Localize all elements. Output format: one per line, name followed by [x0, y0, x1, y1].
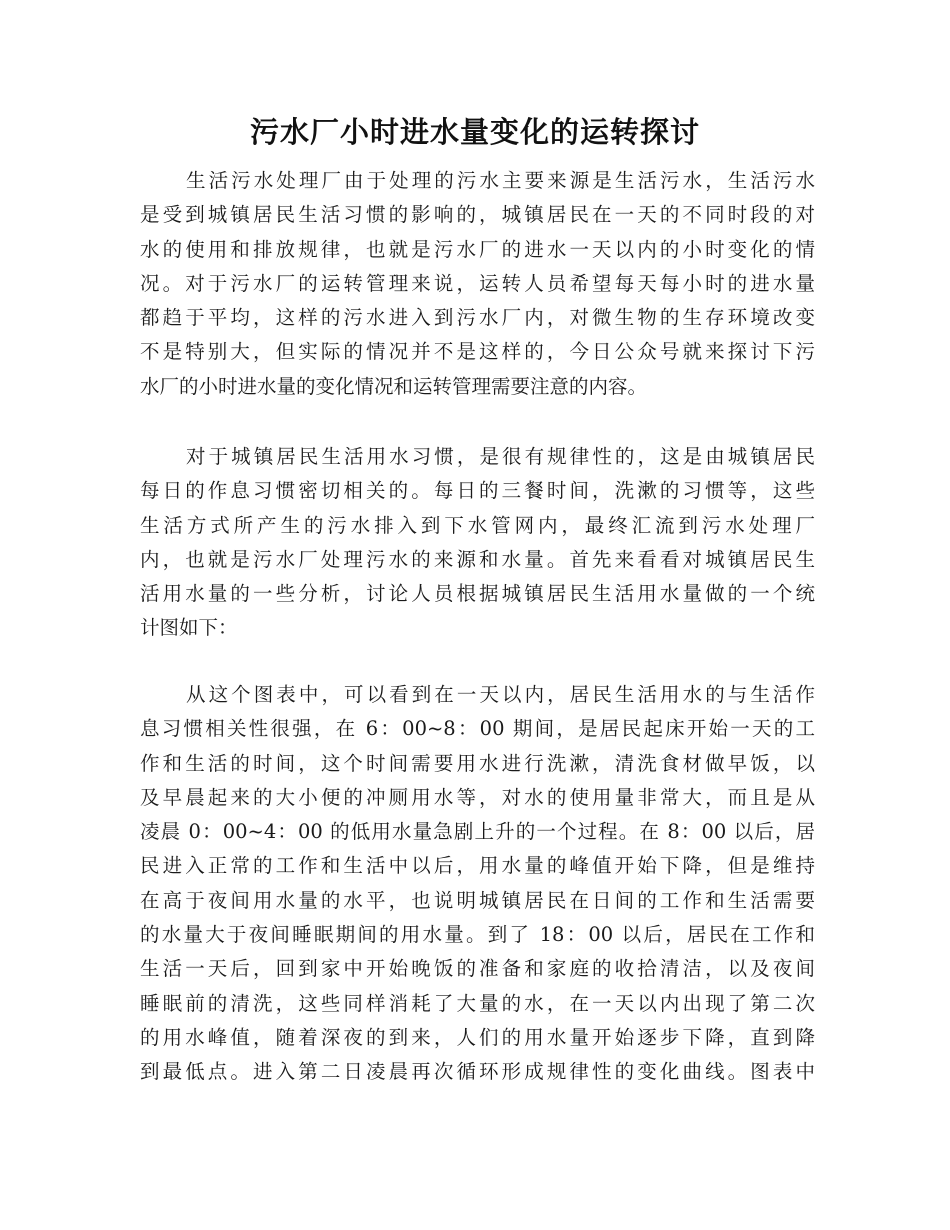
paragraph-line: 作和生活的时间，这个时间需要用水进行洗漱，清洗食材做早饭，以 — [140, 751, 815, 775]
paragraph-line: 内，也就是污水厂处理污水的来源和水量。首先来看看对城镇居民生 — [140, 547, 815, 571]
paragraph-line: 睡眠前的清洗，这些同样消耗了大量的水，在一天以内出现了第二次 — [140, 991, 815, 1015]
paragraph-line: 生活污水处理厂由于处理的污水主要来源是生活污水，生活污水 — [186, 169, 815, 192]
paragraph-line: 水的使用和排放规律，也就是污水厂的进水一天以内的小时变化的情 — [140, 237, 815, 261]
paragraph-line: 况。对于污水厂的运转管理来说，运转人员希望每天每小时的进水量 — [140, 271, 815, 295]
paragraph-line: 息习惯相关性很强，在 6：00~8：00 期间，是居民起床开始一天的工 — [140, 717, 815, 741]
paragraph-line: 凌晨 0：00~4：00 的低用水量急剧上升的一个过程。在 8：00 以后，居 — [140, 820, 815, 844]
paragraph-line: 活用水量的一些分析，讨论人员根据城镇居民生活用水量做的一个统 — [140, 582, 815, 606]
paragraph-line: 在高于夜间用水量的水平，也说明城镇居民在日间的工作和生活需要 — [140, 888, 815, 912]
paragraph-line: 到最低点。进入第二日凌晨再次循环形成规律性的变化曲线。图表中 — [140, 1060, 815, 1084]
paragraph-line: 的水量大于夜间睡眠期间的用水量。到了 18：00 以后，居民在工作和 — [140, 923, 815, 947]
paragraph-line: 水厂的小时进水量的变化情况和运转管理需要注意的内容。 — [140, 374, 648, 398]
paragraph-line: 是受到城镇居民生活习惯的影响的，城镇居民在一天的不同时段的对 — [140, 203, 815, 227]
paragraph-line: 计图如下： — [140, 616, 238, 640]
paragraph-line: 每日的作息习惯密切相关的。每日的三餐时间，洗漱的习惯等，这些 — [140, 479, 815, 503]
paragraph-line: 民进入正常的工作和生活中以后，用水量的峰值开始下降，但是维持 — [140, 854, 815, 878]
paragraph-line: 及早晨起来的大小便的冲厕用水等，对水的使用量非常大，而且是从 — [140, 785, 815, 809]
paragraph-line: 生活方式所产生的污水排入到下水管网内，最终汇流到污水处理厂 — [140, 513, 815, 537]
paragraph-line: 从这个图表中，可以看到在一天以内，居民生活用水的与生活作 — [186, 683, 815, 706]
paragraph-line: 生活一天后，回到家中开始晚饭的准备和家庭的收拾清洁，以及夜间 — [140, 957, 815, 981]
paragraph-line: 都趋于平均，这样的污水进入到污水厂内，对微生物的生存环境改变 — [140, 306, 815, 330]
paragraph-2 — [140, 440, 815, 646]
paragraph-line: 不是特别大，但实际的情况并不是这样的，今日公众号就来探讨下污 — [140, 340, 815, 364]
paragraph-line: 对于城镇居民生活用水习惯，是很有规律性的，这是由城镇居民 — [186, 445, 815, 468]
paragraph-3 — [140, 678, 815, 1090]
paragraph-line: 的用水峰值，随着深夜的到来，人们的用水量开始逐步下降，直到降 — [140, 1025, 815, 1049]
document-title: 污水厂小时进水量变化的运转探讨 — [249, 115, 700, 149]
paragraph-1 — [140, 164, 815, 404]
